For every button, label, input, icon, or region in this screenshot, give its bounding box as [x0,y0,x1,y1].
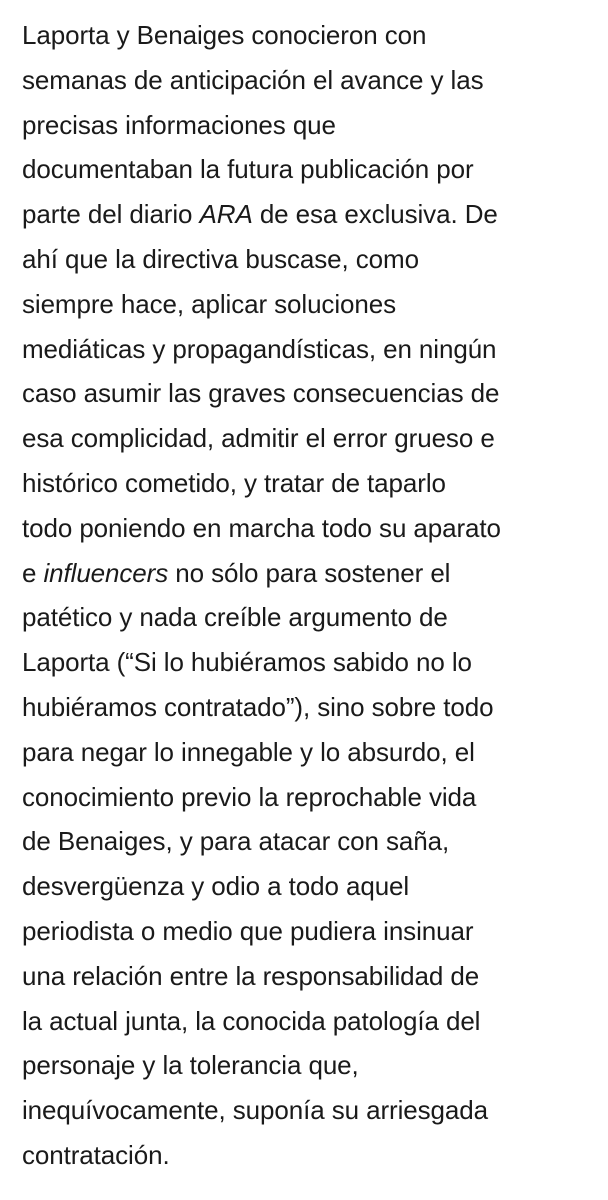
text-line: hubiéramos contratado”), sino sobre todo [22,691,494,722]
text-line: semanas de anticipación el avance y las [22,64,484,95]
article-paragraph [22,13,590,1178]
text-line: documentaban la futura publicación por [22,154,474,185]
text-run: de esa exclusiva. De [252,199,498,230]
text-line: de Benaiges, y para atacar con saña, [22,826,450,857]
text-line: inequívocamente, suponía su arriesgada [22,1095,488,1126]
text-run: e [22,557,44,588]
text-line [22,192,590,237]
text-line: siempre hace, aplicar soluciones [22,288,396,319]
text-line: histórico cometido, y tratar de taparlo [22,467,446,498]
text-line: para negar lo innegable y lo absurdo, el [22,736,475,767]
text-line: la actual junta, la conocida patología del [22,1005,481,1036]
text-line [22,551,590,596]
influencers-italic: influencers [43,557,169,588]
text-run: parte del diario [22,199,200,230]
text-line: patético y nada creíble argumento de [22,602,448,633]
text-line: ahí que la directiva buscase, como [22,243,419,274]
text-line: caso asumir las graves consecuencias de [22,378,500,409]
text-line: periodista o medio que pudiera insinuar [22,915,474,946]
text-line: esa complicidad, admitir el error grueso e [22,423,495,454]
text-line: conocimiento previo la reprochable vida [22,781,477,812]
text-line: todo poniendo en marcha todo su aparato [22,512,501,543]
text-line: personaje y la tolerancia que, [22,1050,359,1081]
newspaper-name-italic: ARA [199,199,253,230]
text-line: Laporta (“Si lo hubiéramos sabido no lo [22,647,472,678]
text-line: precisas informaciones que [22,109,336,140]
text-line: Laporta y Benaiges conocieron con [22,20,427,50]
text-line: contratación. [22,1139,170,1170]
text-line: una relación entre la responsabilidad de [22,960,480,991]
text-run: no sólo para sostener el [168,557,451,588]
text-line: mediáticas y propagandísticas, en ningún [22,333,497,364]
text-line: desvergüenza y odio a todo aquel [22,871,410,902]
